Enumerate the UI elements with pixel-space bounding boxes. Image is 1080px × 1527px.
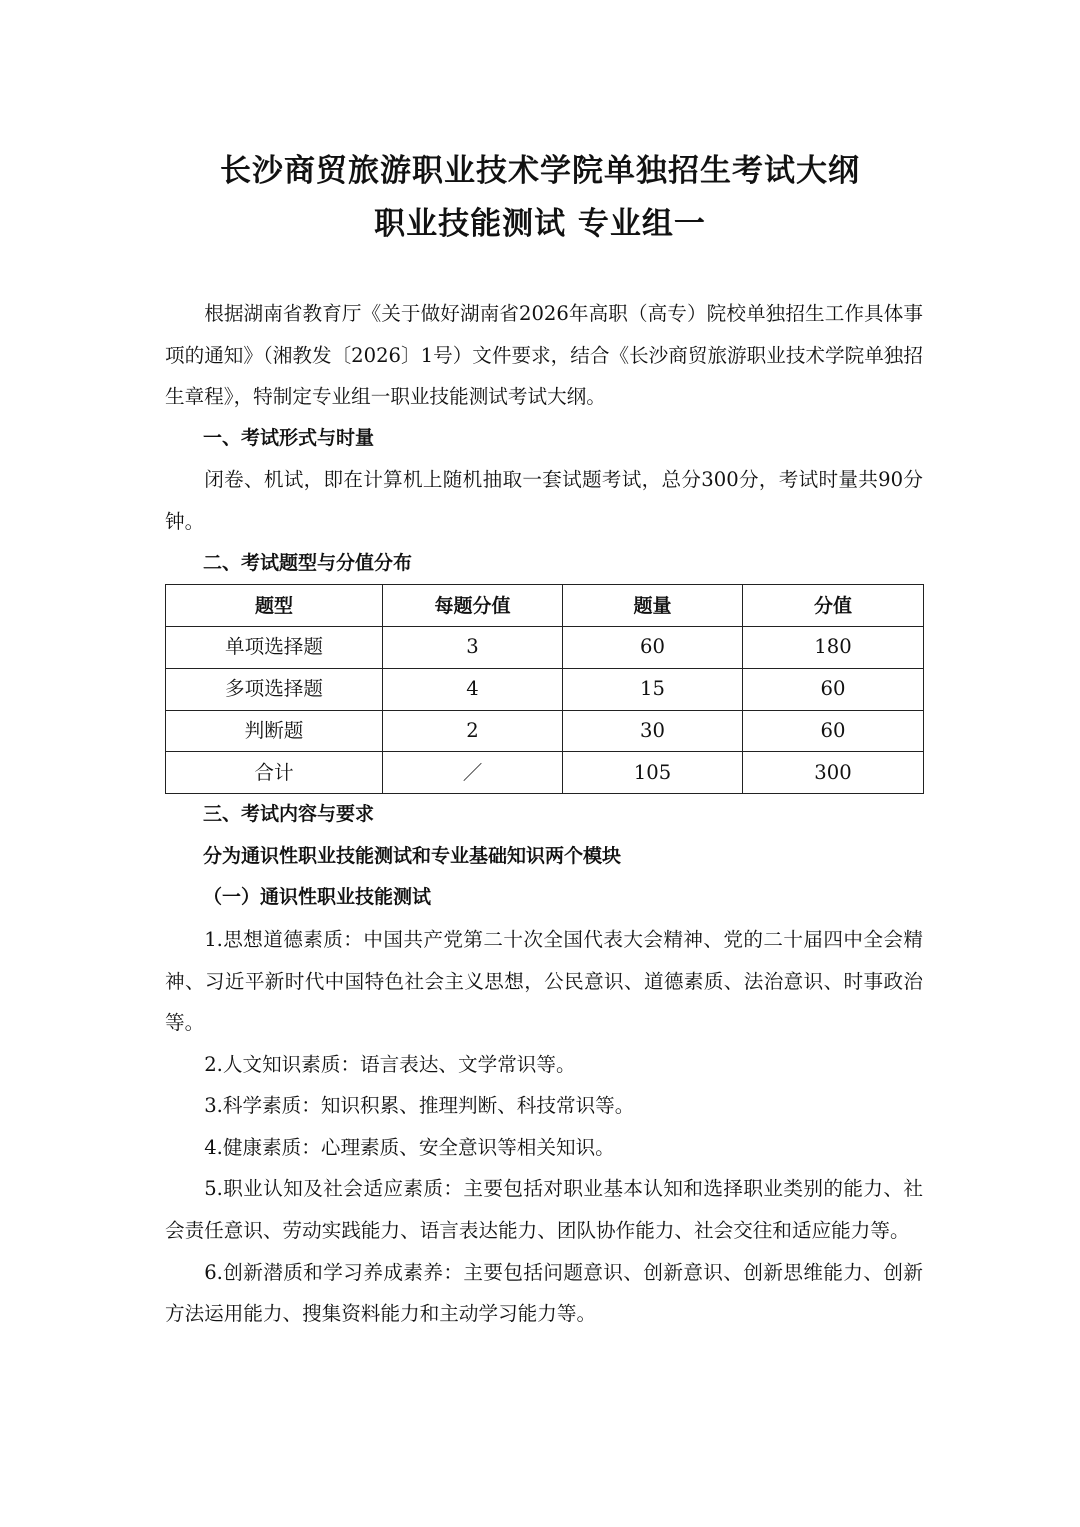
list-item: 5.职业认知及社会适应素质：主要包括对职业基本认知和选择职业类别的能力、社会责任意识、劳动实践能力、语言表达能力、团队协作能力、社会交往和适应能力等。: [165, 1177, 923, 1243]
list-item: 3.科学素质：知识积累、推理判断、科技常识等。: [204, 1094, 635, 1118]
module-heading-general-skills: （一）通识性职业技能测试: [203, 886, 432, 909]
table-cell: 4: [383, 668, 563, 710]
table-header-cell: 分值: [743, 585, 924, 627]
table-header-cell: 题量: [563, 585, 743, 627]
table-cell: 2: [383, 710, 563, 752]
table-cell: 60: [563, 626, 743, 668]
document-title: 长沙商贸旅游职业技术学院单独招生考试大纲: [220, 153, 860, 189]
table-cell: 多项选择题: [166, 668, 383, 710]
table-cell: 3: [383, 626, 563, 668]
table-row: [166, 668, 924, 710]
list-item: 4.健康素质：心理素质、安全意识等相关知识。: [204, 1135, 615, 1159]
modules-summary-heading: 分为通识性职业技能测试和专业基础知识两个模块: [203, 844, 622, 867]
table-cell: 判断题: [166, 710, 383, 752]
table-cell: 105: [563, 752, 743, 794]
table-cell: ／: [383, 752, 563, 794]
table-header-cell: 题型: [166, 585, 383, 627]
table-cell: 60: [743, 668, 924, 710]
list-item: 6.创新潜质和学习养成素养：主要包括问题意识、创新意识、创新思维能力、创新方法运用能力、搜集资料能力和主动学习能力等。: [165, 1260, 923, 1326]
document-subtitle: 职业技能测试 专业组一: [374, 206, 706, 242]
list-item: 1.思想道德素质：中国共产党第二十次全国代表大会精神、党的二十届四中全会精神、习近平新时代中国特色社会主义思想，公民意识、道德素质、法治意识、时事政治等。: [165, 927, 923, 1035]
exam-format-paragraph: 闭卷、机试，即在计算机上随机抽取一套试题考试，总分300分，考试时量共90分钟。: [165, 468, 923, 533]
table-cell: 30: [563, 710, 743, 752]
list-item: 2.人文知识素质：语言表达、文学常识等。: [204, 1052, 576, 1076]
table-cell: 60: [743, 710, 924, 752]
table-cell: 300: [743, 752, 924, 794]
table-row: [166, 626, 924, 668]
section-heading-exam-format: 一、考试形式与时量: [203, 426, 375, 449]
document-body: [165, 293, 923, 1335]
table-cell: 15: [563, 668, 743, 710]
table-header-row: [166, 585, 924, 627]
score-distribution-table: [165, 584, 924, 794]
intro-paragraph: 根据湖南省教育厅《关于做好湖南省2026年高职（高专）院校单独招生工作具体事项的通知》（湘教发〔2026〕1号）文件要求，结合《长沙商贸旅游职业技术学院单独招生章程》，特制定专业组一职业技能测试考试大纲。: [165, 302, 923, 409]
table-total-row: [166, 752, 924, 794]
table-cell: 单项选择题: [166, 626, 383, 668]
section-heading-question-types: 二、考试题型与分值分布: [203, 551, 413, 574]
section-heading-exam-content: 三、考试内容与要求: [203, 803, 375, 826]
table-header-cell: 每题分值: [383, 585, 563, 627]
table-cell: 180: [743, 626, 924, 668]
table-row: [166, 710, 924, 752]
table-cell: 合计: [166, 752, 383, 794]
